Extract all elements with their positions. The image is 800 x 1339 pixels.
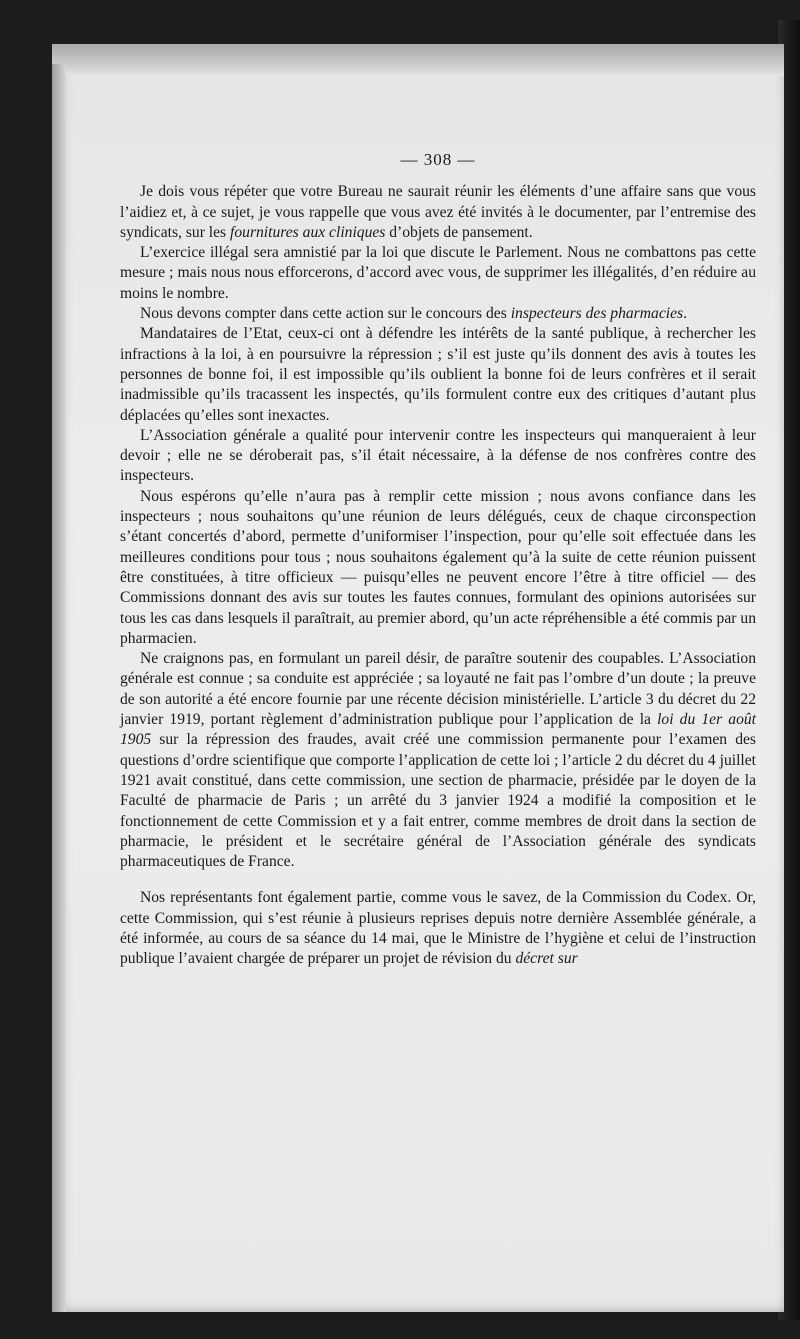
text-run: Je dois vous répéter que votre Bureau ne saurait réunir les éléments d’une affaire sans que vous l’aidiez et, à ce sujet, je vous rappelle que vous avez été invités à le documenter, par l’entremise des syndicats, sur les: [120, 183, 756, 241]
paragraph: [120, 243, 756, 304]
page-gutter-shadow: [52, 64, 66, 1312]
text-run: Mandataires de l’Etat, ceux-ci ont à défendre les intérêts de la santé publique, à rechercher les infractions à la loi, à en poursuivre la répression ; s’il est juste qu’ils donnent des avis à toutes les personnes de bonne foi, il est impossible qu’ils oublient la bonne foi de leurs confrères et il serait inadmissible qu’ils tracassent les inspectés, qu’ils formulent contre eux des critiques d’autant plus déplacées qu’elles sont inexactes.: [120, 325, 756, 424]
paragraph-gap: [120, 872, 756, 888]
text-run: L’exercice illégal sera amnistié par la loi que discute le Parlement. Nous ne combattons pas cette mesure ; mais nous nous efforcerons, d’accord avec vous, de supprimer les illégalités, d’en réduire au moins le nombre.: [120, 244, 756, 302]
paragraph: [120, 426, 756, 487]
page-number: — 308 —: [400, 150, 476, 169]
paragraph: [120, 487, 756, 649]
text-run: Nous devons compter dans cette action sur le concours des: [140, 305, 511, 323]
text-run: sur la répression des fraudes, avait créé une commission permanente pour l’examen des questions d’ordre scientifique que comporte l’application de cette loi ; l’article 2 du décret du 4 juillet 1921 avait constitué, dans cette commission, une section de pharmacie, présidée par le doyen de la Faculté de pharmacie de Paris ; un arrêté du 3 janvier 1924 a modifié la composition et le fonctionnement de cette Commission et y a fait entrer, comme membres de droit dans la section de pharmacie, le président et le secrétaire général de l’Association générale des syndicats pharmaceutiques de France.: [120, 731, 756, 871]
paragraph: [120, 324, 756, 425]
italic-text: loi du 1er août 1905: [120, 711, 756, 749]
paragraph: [120, 888, 756, 969]
paragraphs: [120, 182, 756, 969]
text-run: Nos représentants font également partie, comme vous le savez, de la Commission du Codex. Or, cette Commission, qui s’est réunie à plusieurs reprises depuis notre dernière Assemblée générale, a été informée, au cours de sa séance du 14 mai, que le Ministre de l’hygiène et celui de l’instruction publique l’avaient chargée de préparer un projet de révision du: [120, 889, 756, 968]
text-run: .: [683, 305, 687, 323]
text-run: L’Association générale a qualité pour intervenir contre les inspecteurs qui manqueraient à leur devoir ; elle ne se déroberait pas, s’il était nécessaire, à la défense de nos confrères contre des inspecteurs.: [120, 426, 756, 485]
page-text: [120, 150, 756, 970]
text-run: Ne craignons pas, en formulant un pareil désir, de paraître soutenir des coupables. L’Association générale est connue ; sa conduite est appréciée ; sa loyauté ne fait pas l’ombre d’un doute ; la preuve de son autorité a été encore fournie par une récente décision ministérielle. L’article 3 du décret du 22 janvier 1919, portant règlement d’administration publique pour l’application de la: [120, 650, 756, 729]
text-run: Nous espérons qu’elle n’aura pas à remplir cette mission ; nous avons confiance dans les inspecteurs ; nous souhaitons qu’une réunion de leurs délégués, ceux de chaque circonspection s’étant concertés d’abord, permette d’uniformiser l’inspection, pour qu’elle soit effectuée dans les meilleures conditions pour tous ; nous souhaitons également qu’à la suite de cette réunion puissent être constituées, à titre officieux — puisqu’elles ne peuvent encore l’être à titre officiel — des Commissions donnant des avis sur toutes les fautes connues, formulant des opinions autorisées sur tous les cas dans lesquels il paraîtrait, au premier abord, qu’un acte répréhensible a été commis par un pharmacien.: [120, 487, 756, 647]
italic-text: fournitures aux cliniques: [230, 223, 386, 241]
paragraph: [120, 649, 756, 872]
text-run: d’objets de pansement.: [385, 223, 533, 241]
italic-text: inspecteurs des pharmacies: [510, 305, 684, 323]
paragraph: [120, 304, 756, 324]
page-top-shadow: [52, 44, 784, 76]
italic-text: décret sur: [515, 950, 578, 968]
paragraph: [120, 182, 756, 243]
